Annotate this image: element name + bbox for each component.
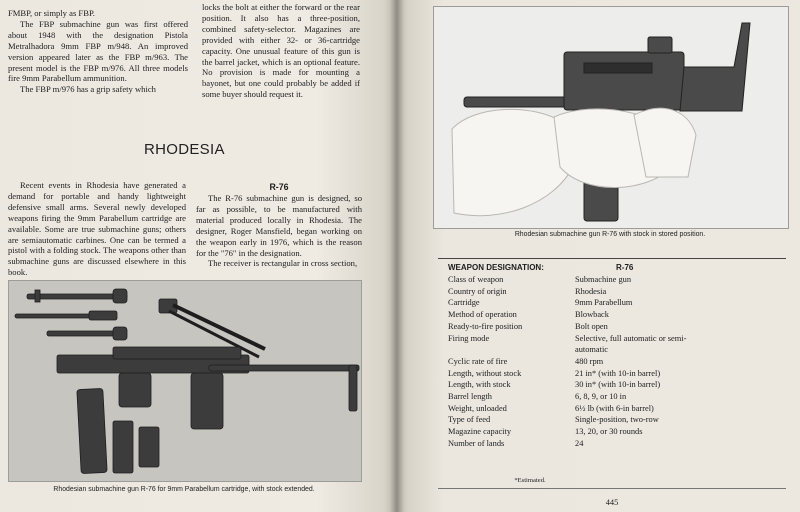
spec-value: 21 in* (with 10-in barrel) (575, 368, 661, 378)
spec-label: Ready-to-fire position (448, 321, 523, 331)
spec-value: 30 in* (with 10-in barrel) (575, 380, 661, 390)
table-row (438, 438, 786, 450)
spec-value: Selective, full automatic or semi- (575, 333, 687, 343)
table-row (438, 297, 786, 309)
photo-caption: Rhodesian submachine gun R-76 for 9mm Parabellum cartridge, with stock extended. (53, 486, 315, 493)
text-column-rhodesia-intro (8, 180, 186, 278)
photo-gun-in-hands (433, 6, 789, 229)
spec-label: Weight, unloaded (448, 403, 507, 413)
spec-value: automatic (575, 345, 609, 355)
spec-label: Magazine capacity (448, 427, 512, 437)
subsection-heading: R-76 (269, 182, 289, 192)
spec-label: Country of origin (448, 286, 507, 296)
spec-value: Submachine gun (575, 275, 632, 284)
table-row (438, 309, 786, 321)
spec-value: Rhodesia (575, 286, 607, 296)
spec-label (438, 344, 575, 356)
gun-held-illustration (434, 7, 788, 228)
spec-label: Cartridge (448, 298, 480, 308)
book-spine-shadow (390, 0, 404, 512)
spec-label: Method of operation (448, 310, 517, 320)
text-column-r76 (196, 180, 362, 269)
spec-label: Cyclic rate of fire (448, 356, 508, 366)
photo-caption: Rhodesian submachine gun R-76 with stock in stored position. (514, 231, 706, 238)
paragraph: The receiver is rectangular in cross section, (208, 258, 358, 269)
spec-value: 13, 20, or 30 rounds (575, 427, 643, 437)
spec-value: 9mm Parabellum (575, 298, 633, 308)
table-row (438, 274, 786, 286)
spec-value: Blowback (575, 310, 609, 320)
paragraph: The FBP submachine gun was first offered about 1948 with the designation Pistola Metralhadora 9mm FBP m/948. An improved version appeared later as the FBP m/963. The present model is the FBP m/976. All three models fire 9mm Parabellum ammunition. (8, 18, 188, 84)
spec-value: 6½ lb (with 6-in barrel) (575, 403, 654, 413)
paragraph: Recent events in Rhodesia have generated a demand for portable and handy lightweight defensive small arms. Several newly developed weapons firing the 9mm Parabellum cartridge are available. Some are true submachine guns; others are semiautomatic carbines. One can be termed a pistol with a folding stock. The weapons other than submachine guns are discussed elsewhere in this book. (8, 180, 186, 278)
photo-disassembled-gun (8, 280, 362, 482)
spec-label: Type of feed (448, 415, 491, 425)
paragraph: The FBP m/976 has a grip safety which (20, 84, 156, 95)
table-row (438, 391, 786, 403)
spec-table-header (438, 259, 786, 274)
table-row (438, 414, 786, 426)
table-row (438, 356, 786, 368)
section-title: RHODESIA (144, 141, 225, 158)
divider (438, 488, 786, 489)
paragraph: The R-76 submachine gun is designed, so far as possible, to be manufactured with material produced locally in Rhodesia. The designer, Roger Mansfield, began working on the weapon early in 1976, which is the reason for the "76" in the designation. (196, 193, 362, 258)
paragraph: locks the bolt at either the forward or the rear position. It also has a three-position, combined safety-selector. Magazines are provided with either 32- or 36-cartridge capacity. One unusual feature of this gun is the barrel jacket, which is an optional feature. No provision is made for mounting a bayonet, but one could probably be added if some buyer should request it. (202, 2, 360, 100)
spec-rows (438, 274, 786, 450)
table-row (438, 426, 786, 438)
left-page (0, 0, 396, 512)
spec-value: Single-position, two-row (575, 415, 659, 425)
table-row (438, 333, 786, 345)
table-row (438, 321, 786, 333)
spec-header-label: WEAPON DESIGNATION: (448, 263, 544, 272)
gun-parts-illustration (9, 281, 361, 481)
text-column-fbp (8, 8, 188, 95)
spec-value: 6, 8, 9, or 10 in (575, 392, 627, 402)
specification-table (438, 258, 786, 450)
spec-value: Bolt open (575, 321, 608, 331)
table-row (438, 286, 786, 298)
spec-label: Length, without stock (448, 368, 522, 378)
spec-label: Barrel length (448, 392, 492, 402)
page-number: 445 (605, 498, 619, 507)
spec-value: 480 rpm (575, 356, 604, 366)
paragraph: FMBP, or simply as FBP. (8, 8, 95, 18)
spec-label: Class of weapon (448, 275, 504, 284)
text-column-fbp-cont (202, 2, 360, 100)
spec-header-value: R-76 (616, 263, 634, 272)
table-row (438, 379, 786, 391)
spec-label: Number of lands (448, 438, 505, 448)
spec-value: 24 (575, 438, 584, 448)
spec-label: Length, with stock (448, 380, 511, 390)
spec-label: Firing mode (448, 333, 490, 343)
footnote: *Estimated. (514, 477, 546, 484)
table-row (438, 344, 786, 356)
table-row (438, 368, 786, 380)
table-row (438, 403, 786, 415)
